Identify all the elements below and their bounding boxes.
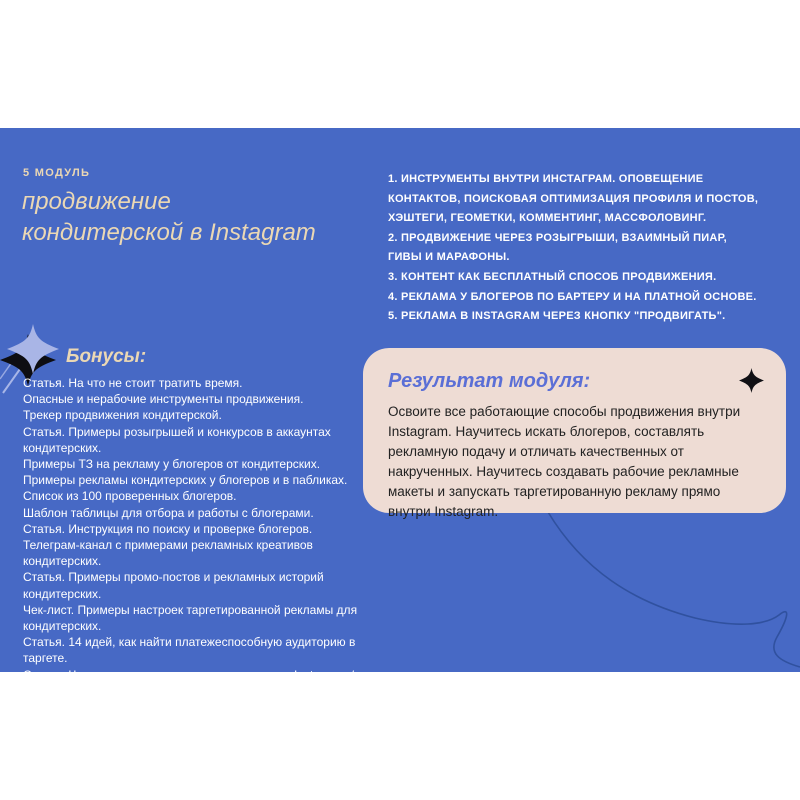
bonuses-list xyxy=(23,375,379,699)
bonus-list-item: Статья. Инструкция по поиску и проверке блогеров. xyxy=(23,521,313,536)
program-list-item: 3. КОНТЕНТ КАК БЕСПЛАТНЫЙ СПОСОБ ПРОДВИЖЕНИЯ. xyxy=(388,270,717,283)
program-list-item: 4. РЕКЛАМА У БЛОГЕРОВ ПО БАРТЕРУ И НА ПЛАТНОЙ ОСНОВЕ. xyxy=(388,290,757,303)
bonus-list-item: Статья. Примеры промо-постов и рекламных историй кондитерских. xyxy=(23,570,324,601)
bonus-list-item: Чек-лист. Примеры настроек таргетированной рекламы для кондитерских. xyxy=(23,602,358,634)
bonus-list-item: Список из 100 проверенных блогеров. xyxy=(23,489,237,504)
bonus-list-item: Примеры рекламы кондитерских у блогеров и в пабликах. xyxy=(23,473,348,488)
bonus-list-item: Трекер продвижения кондитерской. xyxy=(23,408,222,423)
bonus-list-item: Примеры ТЗ на рекламу у блогеров от кондитерских. xyxy=(23,457,321,472)
bonus-list-item: Шаблон таблицы для отбора и работы с блогерами. xyxy=(23,505,314,520)
bonus-list-item: Статья. Что запрещено показывать в рекламе в Instagram / Facebook. xyxy=(23,667,354,698)
result-card-heading: Результат модуля: xyxy=(388,370,591,392)
bonus-list-item: Статья. 14 идей, как найти платежеспособную аудиторию в таргете. xyxy=(23,635,356,666)
result-card-body: Освоите все работающие способы продвижения внутри Instagram. Научитесь искать блогеров, составлять рекламную подачу и отличать качественных от накрученных. Научитесь создавать рабочие рекламные макеты и запускать таргетированную рекламу прямо внутри Instagram. xyxy=(388,404,741,519)
page-title: продвижение кондитерской в Instagram xyxy=(22,188,316,246)
bonuses-heading: Бонусы: xyxy=(66,346,147,367)
module-result-card xyxy=(363,348,786,519)
program-list xyxy=(388,170,762,327)
sparkle-icon xyxy=(739,367,764,394)
module-number-label: 5 МОДУЛЬ xyxy=(23,167,91,179)
program-list-item: 5. РЕКЛАМА В INSTAGRAM ЧЕРЕЗ КНОПКУ "ПРОДВИГАТЬ". xyxy=(388,310,726,323)
program-list-item: 1. ИНСТРУМЕНТЫ ВНУТРИ ИНСТАГРАМ. ОПОВЕЩЕНИЕ КОНТАКТОВ, ПОИСКОВАЯ ОПТИМИЗАЦИЯ ПРОФИЛЯ И ПОСТОВ, ХЭШТЕГИ, ГЕОМЕТКИ, КОММЕНТИНГ, МАССФОЛОВИНГ. xyxy=(388,173,759,225)
blue-panel xyxy=(0,128,800,698)
bonus-list-item: Телеграм-канал с примерами рекламных креативов кондитерских. xyxy=(23,538,313,569)
bonus-list-item: Статья. Примеры розыгрышей и конкурсов в аккаунтах кондитерских. xyxy=(23,424,331,455)
program-list-item: 2. ПРОДВИЖЕНИЕ ЧЕРЕЗ РОЗЫГРЫШИ, ВЗАИМНЫЙ ПИАР, ГИВЫ И МАРАФОНЫ. xyxy=(388,231,727,264)
bonus-list-item: Опасные и нерабочие инструменты продвижения. xyxy=(23,392,304,407)
bonus-list-item: Статья. На что не стоит тратить время. xyxy=(23,376,243,390)
